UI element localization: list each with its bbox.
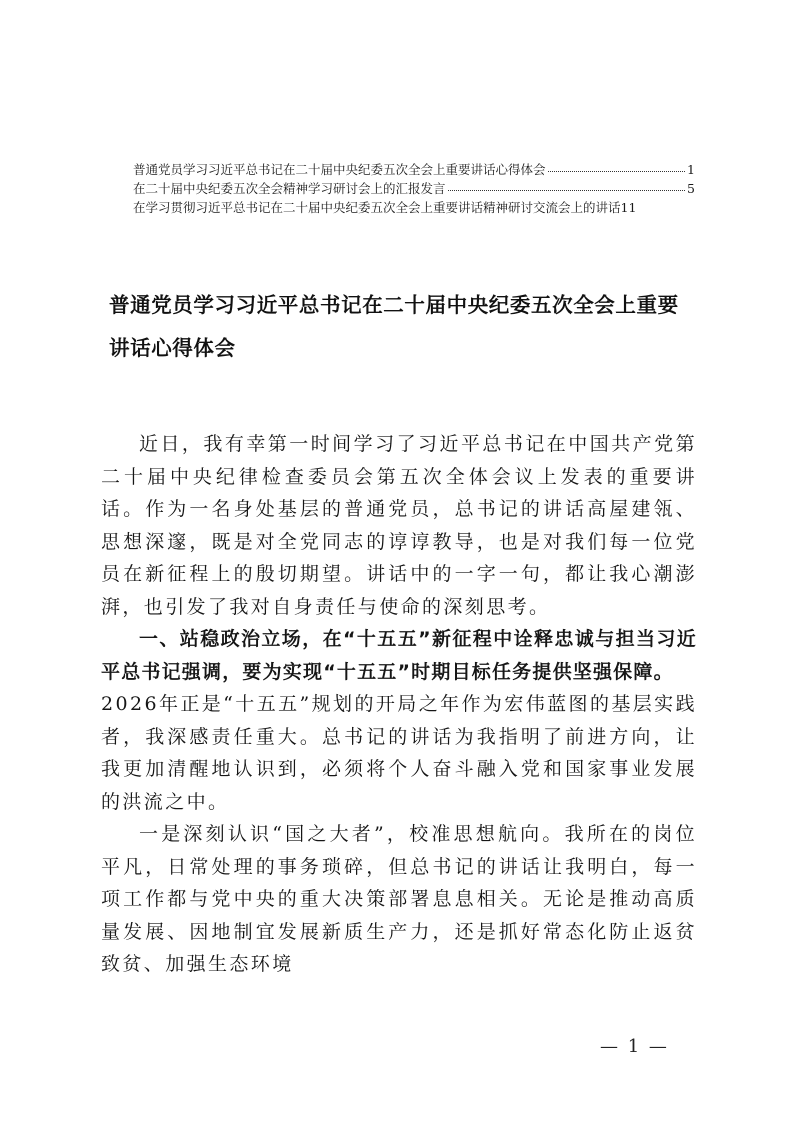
toc-entry-title: 在学习贯彻习近平总书记在二十届中央纪委五次全会上重要讲话精神研讨交流会上的讲话 bbox=[133, 200, 621, 215]
document-title: 普通党员学习习近平总书记在二十届中央纪委五次全会上重要讲话心得体会 bbox=[109, 293, 679, 360]
body-paragraph: 2026年正是“十五五”规划的开局之年作为宏伟蓝图的基层实践者，我深感责任重大。总书记的讲话为我指明了前进方向，让我更加清醒地认识到，必须将个人奋斗融入党和国家事业发展的洪流之中。 bbox=[101, 693, 697, 813]
document-body bbox=[101, 428, 697, 981]
section-heading: 一、站稳政治立场，在“十五五”新征程中诠释忠诚与担当习近平总书记强调，要为实现“十五五”时期目标任务提供坚强保障。 bbox=[101, 628, 697, 683]
toc-entry-page: 1 bbox=[687, 162, 695, 177]
toc-entry[interactable] bbox=[133, 198, 695, 217]
toc-entry-title: 普通党员学习习近平总书记在二十届中央纪委五次全会上重要讲话心得体会 bbox=[133, 162, 546, 177]
toc-entry-title: 在二十届中央纪委五次全会精神学习研讨会上的汇报发言 bbox=[133, 181, 446, 196]
toc-entry-page: 5 bbox=[687, 181, 695, 196]
body-paragraph: 一是深刻认识“国之大者”，校准思想航向。我所在的岗位平凡，日常处理的事务琐碎，但总书记的讲话让我明白，每一项工作都与党中央的重大决策部署息息相关。无论是推动高质量发展、因地制宜发展新质生产力，还是抓好常态化防止返贫致贫、加强生态环境 bbox=[101, 823, 697, 975]
body-paragraph: 近日，我有幸第一时间学习了习近平总书记在中国共产党第二十届中央纪律检查委员会第五次全体会议上发表的重要讲话。作为一名身处基层的普通党员，总书记的讲话高屋建瓴、思想深邃，既是对全党同志的谆谆教导，也是对我们每一位党员在新征程上的殷切期望。讲话中的一字一句，都让我心潮澎湃，也引发了我对自身责任与使命的深刻思考。 bbox=[101, 433, 697, 618]
page-number: — 1 — bbox=[600, 1036, 669, 1057]
toc-entry-page: 11 bbox=[620, 200, 637, 215]
toc-leader-dots bbox=[448, 180, 686, 191]
toc-leader-dots bbox=[548, 161, 686, 172]
toc-entry[interactable] bbox=[133, 160, 695, 179]
toc-entry[interactable] bbox=[133, 179, 695, 198]
table-of-contents bbox=[133, 160, 695, 217]
